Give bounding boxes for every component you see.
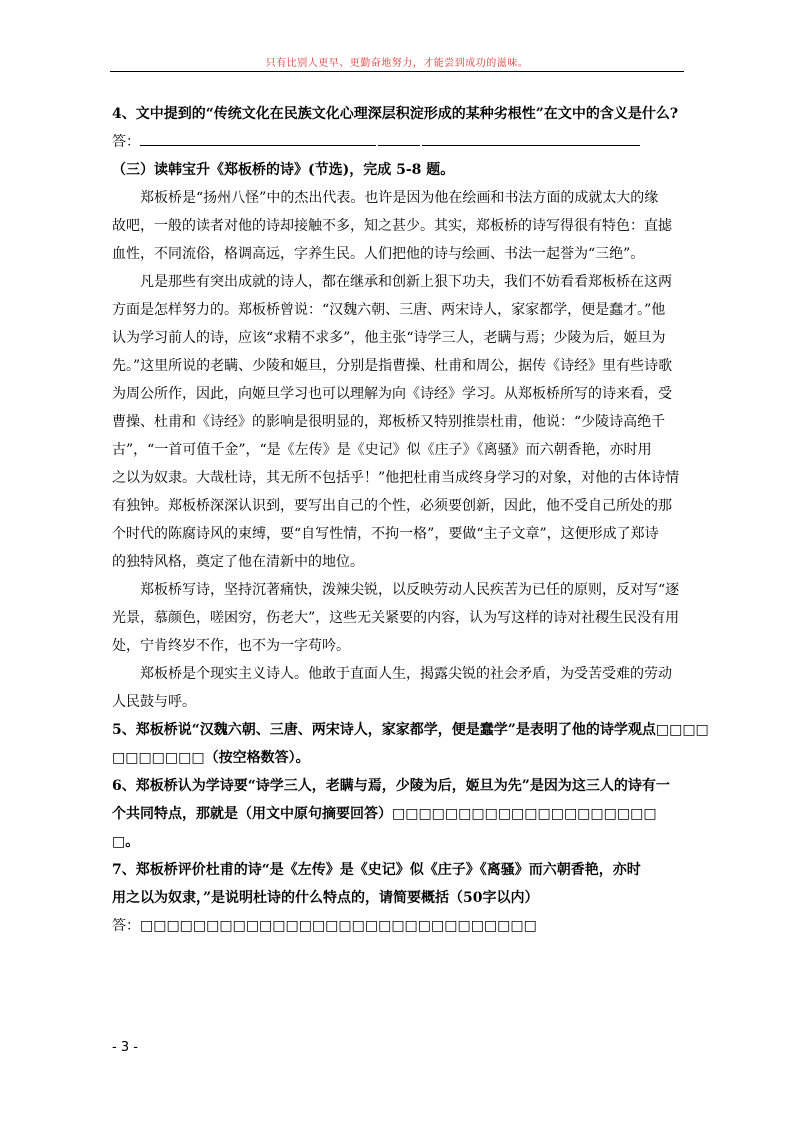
question-5-tail: （按空格数答）。 — [204, 750, 310, 766]
answer-6-boxes-1[interactable]: □□□□□□□□□□□□□□□□□□□□ — [392, 806, 657, 822]
passage-line: 郑板桥是个现实主义诗人。他敢于直面人生，揭露尖锐的社会矛盾，为受苦受难的劳动 — [140, 666, 672, 682]
question-5-text: 5、郑板桥说“汉魏六朝、三唐、两宋诗人，家家都学，便是蠢学”是表明了他的诗学观点 — [112, 722, 656, 738]
passage-line: 人民鼓与呼。 — [112, 694, 196, 710]
question-6-prefix: 个共同特点，那就是（用文中原句摘要回答） — [112, 806, 392, 822]
page-number: - 3 - — [112, 1040, 138, 1055]
passage-line: 光景，慕颜色，嗟困穷，伤老大”，这些无关紧要的内容，认为写这样的诗对社稷生民没有用 — [112, 610, 680, 626]
answer-4-label: 答： — [112, 134, 140, 150]
passage-line: 为周公所作，因此，向姬旦学习也可以理解为向《诗经》学习。从郑板桥所写的诗来看，受 — [112, 386, 672, 402]
passage-line: 的独特风格，奠定了他在清新中的地位。 — [112, 554, 364, 570]
answer-5-boxes-2[interactable]: □□□□□□□ — [112, 750, 205, 766]
passage-line: 之以为奴隶。大哉杜诗，其无所不包括乎！”他把杜甫当成终身学习的对象，对他的古体诗情 — [112, 470, 680, 486]
passage-line: 方面是怎样努力的。郑板桥曾说：“汉魏六朝、三唐、两宋诗人，家家都学，便是蠢才。”他 — [112, 302, 666, 318]
passage-line: 曹操、杜甫和《诗经》的影响是很明显的，郑板桥又特别推崇杜甫，他说：“少陵诗高绝千 — [112, 414, 666, 430]
question-7: 7、郑板桥评价杜甫的诗“是《左传》是《史记》似《庄子》《离骚》而六朝香艳，亦时 — [112, 862, 641, 878]
answer-5-boxes-1[interactable]: □□□□ — [655, 722, 709, 738]
answer-7-boxes[interactable]: □□□□□□□□□□□□□□□□□□□□□□□□□□□□□□ — [140, 918, 537, 934]
header-motto: 只有比别人更早、更勤奋地努力，才能尝到成功的滋味。 — [265, 58, 529, 69]
answer-6-boxes-2[interactable]: □ — [112, 834, 126, 850]
answer-4-blank-3[interactable] — [422, 131, 640, 146]
passage-line: 古”，“一首可值千金”，“是《左传》是《史记》似《庄子》《离骚》而六朝香艳，亦时用 — [112, 442, 652, 458]
passage-line: 个时代的陈腐诗风的束缚，要“自写性情，不拘一格”，要做“主子文章”，这便形成了郑诗 — [112, 526, 659, 542]
answer-4-blank-2[interactable] — [378, 131, 420, 146]
answer-7-label: 答： — [112, 918, 140, 934]
section-3-title: （三）读韩宝升《郑板桥的诗》(节选)，完成 5-8 题。 — [112, 162, 455, 178]
question-6-cont — [112, 800, 684, 828]
header-divider — [110, 71, 684, 72]
question-7-cont: 用之以为奴隶，”是说明杜诗的什么特点的，请简要概括（50字以内） — [112, 890, 539, 906]
passage-line: 故吧，一般的读者对他的诗却接触不多，知之甚少。其实，郑板桥的诗写得很有特色：直摅 — [112, 218, 672, 234]
passage-line: 有独钟。郑板桥深深认识到，要写出自己的个性，必须要创新，因此，他不受自己所处的那 — [112, 498, 672, 514]
question-6-end — [112, 828, 684, 856]
passage-line: 郑板桥写诗，坚持沉著痛快，泼辣尖锐，以反映劳动人民疾苦为已任的原则，反对写“逐 — [140, 582, 680, 598]
passage-line: 认为学习前人的诗，应该“求精不求多”，他主张“诗学三人，老瞒与焉；少陵为后，姬旦为 — [112, 330, 666, 346]
page-content — [112, 100, 709, 940]
question-5-cont — [112, 744, 684, 772]
answer-4-blank-1[interactable] — [140, 131, 376, 146]
answer-7-row — [112, 912, 684, 940]
question-6-tail: 。 — [125, 834, 140, 850]
passage-line: 凡是那些有突出成就的诗人，都在继承和创新上狠下功夫，我们不妨看看郑板桥在这两 — [140, 274, 672, 290]
passage-line: 血性，不同流俗，格调高远，字养生民。人们把他的诗与绘画、书法一起誉为“三绝”。 — [112, 246, 645, 262]
passage-line: 先。”这里所说的老瞒、少陵和姬旦，分别是指曹操、杜甫和周公，据传《诗经》里有些诗歌 — [112, 358, 673, 374]
passage-line: 郑板桥是“扬州八怪”中的杰出代表。也许是因为他在绘画和书法方面的成就太大的缘 — [140, 190, 659, 206]
passage-line: 处，宁肯终岁不作，也不为一字苟吟。 — [112, 638, 350, 654]
question-4: 4、文中提到的“传统文化在民族文化心理深层积淀形成的某种劣根性”在文中的含义是什么? — [112, 106, 679, 122]
question-5 — [112, 716, 709, 744]
question-6: 6、郑板桥认为学诗要“诗学三人，老瞒与焉，少陵为后，姬旦为先”是因为这三人的诗有一 — [112, 778, 670, 794]
answer-4-row — [112, 128, 684, 156]
